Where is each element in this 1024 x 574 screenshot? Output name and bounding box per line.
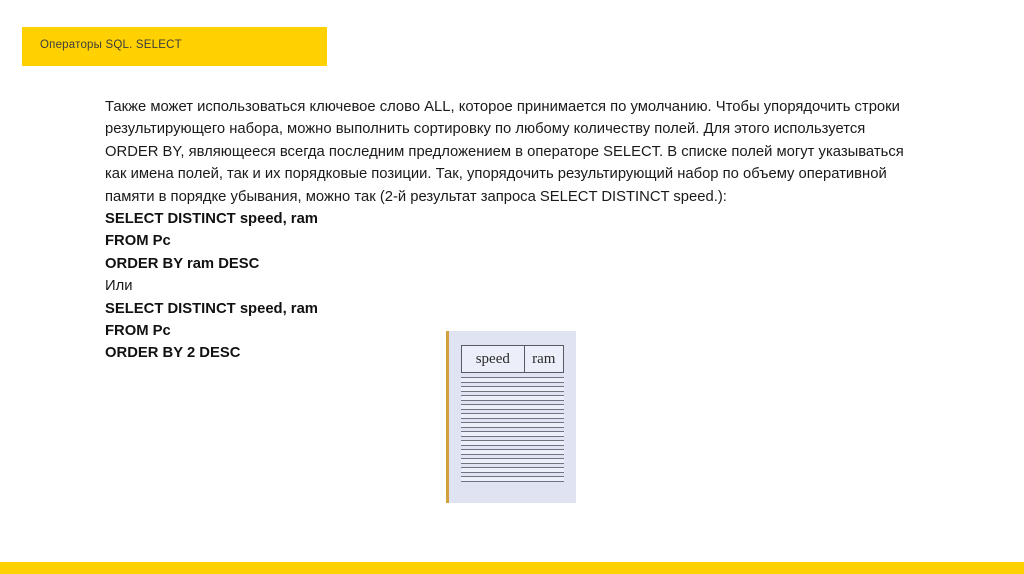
table-row	[461, 458, 564, 464]
table-row	[461, 431, 564, 437]
table-figure-inner	[461, 345, 564, 491]
table-row	[461, 386, 564, 392]
table-row	[461, 476, 564, 482]
code-line-2: FROM Pc	[105, 233, 171, 250]
result-table-figure	[446, 331, 576, 503]
table-header-row	[461, 345, 564, 373]
bottom-accent-bar	[0, 562, 1024, 574]
table-header-ram: ram	[532, 350, 556, 367]
table-row	[461, 377, 564, 383]
table-row	[461, 449, 564, 455]
table-rows	[461, 377, 564, 482]
code-line-5: FROM Pc	[105, 323, 171, 340]
page-title: Операторы SQL. SELECT	[40, 39, 182, 51]
code-line-6: ORDER BY 2 DESC	[105, 345, 241, 362]
table-row	[461, 440, 564, 446]
table-row	[461, 395, 564, 401]
code-line-3: ORDER BY ram DESC	[105, 255, 260, 272]
intro-paragraph: Также может использоваться ключевое слово ALL, которое принимается по умолчанию. Чтобы упорядочить строки результирующего набора, можно выполнить сортировку по любому количеству полей. Для этого используется ORDER BY, являющееся всегда последним предложением в операторе SELECT. В списке полей могут указываться как имена полей, так и их порядковые позиции. Так, упорядочить результирующий набор по объему оперативной памяти в порядке убывания, можно так (2-й результат запроса SELECT DISTINCT speed.):	[105, 99, 904, 205]
code-line-1: SELECT DISTINCT speed, ram	[105, 211, 318, 228]
table-row	[461, 404, 564, 410]
table-header-speed: speed	[462, 346, 525, 372]
table-row	[461, 422, 564, 428]
body-content	[105, 96, 915, 365]
table-row	[461, 413, 564, 419]
table-row	[461, 467, 564, 473]
separator-label: Или	[105, 278, 133, 295]
code-line-4: SELECT DISTINCT speed, ram	[105, 300, 318, 317]
